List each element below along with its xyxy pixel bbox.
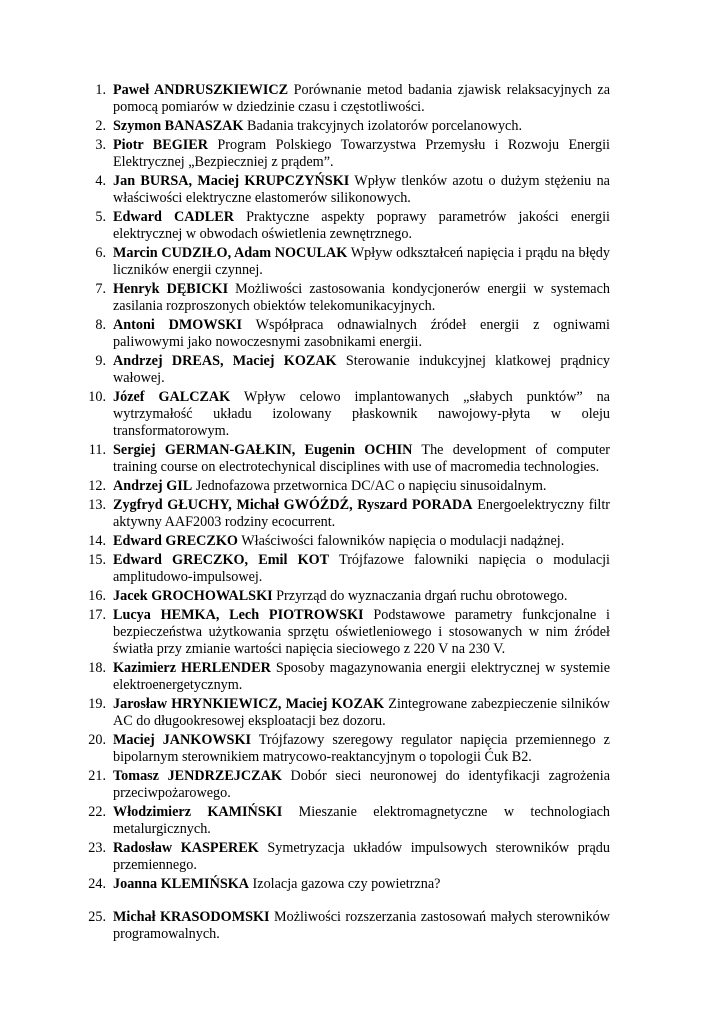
item-title: Dobór sieci neuronowej do identyfikacji zagrożenia przeciwpożarowego. — [113, 768, 610, 801]
item-number: 5. — [95, 209, 106, 225]
list-item — [80, 552, 610, 586]
item-number: 6. — [95, 245, 106, 261]
item-title: Jednofazowa przetwornica DC/AC o napięciu sinusoidalnym. — [192, 478, 547, 494]
list-item — [80, 909, 610, 943]
list-item — [80, 607, 610, 658]
item-number: 20. — [88, 732, 106, 748]
item-authors: Szymon BANASZAK — [113, 118, 244, 134]
item-title: Wpływ tlenków azotu o dużym stężeniu na właściwości elektryczne elastomerów silikonowych. — [113, 173, 610, 206]
list-item — [80, 768, 610, 802]
item-number: 11. — [88, 442, 106, 458]
item-authors: Piotr BEGIER — [113, 137, 209, 153]
item-title: Trójfazowy szeregowy regulator napięcia przemiennego z bipolarnym sterownikiem matrycowo-reaktancyjnym o topologii Ćuk B2. — [113, 732, 610, 765]
item-title: Możliwości zastosowania kondycjonerów energii w systemach zasilania rozproszonych obiektów telekomunikacyjnych. — [113, 281, 610, 314]
list-item — [80, 533, 610, 550]
item-title: Wpływ odkształceń napięcia i prądu na błędy liczników energii czynnej. — [113, 245, 610, 278]
item-number: 17. — [88, 607, 106, 623]
item-title: Przyrząd do wyznaczania drgań ruchu obrotowego. — [272, 588, 568, 604]
item-authors: Michał KRASODOMSKI — [113, 909, 270, 925]
list-item — [80, 732, 610, 766]
item-authors: Sergiej GERMAN-GAŁKIN, Eugenin OCHIN — [113, 442, 413, 458]
item-number: 1. — [95, 82, 106, 98]
item-authors: Kazimierz HERLENDER — [113, 660, 271, 676]
item-number: 14. — [88, 533, 106, 549]
item-number: 12. — [88, 478, 106, 494]
item-title: Współpraca odnawialnych źródeł energii z ogniwami paliwowymi jako nowoczesnymi zasobnikami energii. — [113, 317, 610, 350]
list-item — [80, 209, 610, 243]
item-title: Trójfazowe falowniki napięcia o modulacji amplitudowo-impulsowej. — [113, 552, 610, 585]
item-number: 24. — [88, 876, 106, 892]
item-authors: Edward GRECZKO — [113, 533, 238, 549]
list-item — [80, 281, 610, 315]
list-item — [80, 245, 610, 279]
list-item — [80, 118, 610, 135]
item-authors: Maciej JANKOWSKI — [113, 732, 251, 748]
item-authors: Antoni DMOWSKI — [113, 317, 242, 333]
item-authors: Lucya HEMKA, Lech PIOTROWSKI — [113, 607, 364, 623]
list-item — [80, 317, 610, 351]
item-number: 9. — [95, 353, 106, 369]
item-authors: Jacek GROCHOWALSKI — [113, 588, 273, 604]
item-title: Porównanie metod badania zjawisk relaksacyjnych za pomocą pomiarów w dziedzinie czasu i częstotliwości. — [113, 82, 610, 115]
item-title: Mieszanie elektromagnetyczne w technologiach metalurgicznych. — [113, 804, 611, 837]
item-number: 23. — [88, 840, 106, 856]
item-number: 2. — [95, 118, 106, 134]
item-title: Program Polskiego Towarzystwa Przemysłu i Rozwoju Energii Elektrycznej „Bezpieczniej z prądem”. — [113, 137, 610, 170]
item-number: 18. — [88, 660, 106, 676]
item-number: 4. — [95, 173, 106, 189]
item-authors: Andrzej GIL — [113, 478, 193, 494]
item-authors: Edward GRECZKO, Emil KOT — [113, 552, 330, 568]
item-authors: Henryk DĘBICKI — [113, 281, 229, 297]
list-item — [80, 840, 610, 874]
list-item — [80, 389, 610, 440]
list-item — [80, 478, 610, 495]
item-title: Praktyczne aspekty poprawy parametrów jakości energii elektrycznej w obwodach oświetlenia zewnętrznego. — [113, 209, 610, 242]
item-number: 8. — [95, 317, 106, 333]
item-title: Izolacja gazowa czy powietrzna? — [249, 876, 441, 892]
item-number: 13. — [88, 497, 106, 513]
list-item — [80, 876, 610, 893]
item-number: 10. — [88, 389, 106, 405]
list-item — [80, 82, 610, 116]
item-title: Możliwości rozszerzania zastosowań małych sterowników programowalnych. — [113, 909, 610, 942]
item-number: 25. — [88, 909, 106, 925]
list-item — [80, 353, 610, 387]
item-title: Sposoby magazynowania energii elektrycznej w systemie elektroenergetycznym. — [113, 660, 611, 693]
item-number: 3. — [95, 137, 106, 153]
item-authors: Józef GALCZAK — [113, 389, 231, 405]
item-title: Wpływ celowo implantowanych „słabych punktów” na wytrzymałość układu izolowany płaskownik nawojowy-płyta w oleju transformatorowym. — [113, 389, 610, 439]
list-item — [80, 137, 610, 171]
item-authors: Zygfryd GŁUCHY, Michał GWÓŹDŹ, Ryszard PORADA — [113, 497, 473, 513]
list-item — [80, 497, 610, 531]
item-authors: Marcin CUDZIŁO, Adam NOCULAK — [113, 245, 348, 261]
item-number: 7. — [95, 281, 106, 297]
list-item — [80, 173, 610, 207]
item-number: 19. — [88, 696, 106, 712]
item-title: The development of computer training course on electrotechynical disciplines with use of macromedia technologies. — [113, 442, 610, 475]
list-item — [80, 696, 610, 730]
list-item — [80, 588, 610, 605]
item-authors: Jarosław HRYNKIEWICZ, Maciej KOZAK — [113, 696, 385, 712]
item-title: Energoelektryczny filtr aktywny AAF2003 rodziny ecocurrent. — [113, 497, 610, 530]
item-title: Sterowanie indukcyjnej klatkowej prądnicy wałowej. — [113, 353, 611, 386]
item-authors: Andrzej DREAS, Maciej KOZAK — [113, 353, 337, 369]
paper-list — [80, 82, 610, 945]
item-authors: Tomasz JENDRZEJCZAK — [113, 768, 282, 784]
item-authors: Jan BURSA, Maciej KRUPCZYŃSKI — [113, 173, 350, 189]
item-number: 21. — [88, 768, 106, 784]
item-number: 22. — [88, 804, 106, 820]
item-number: 15. — [88, 552, 106, 568]
item-title: Symetryzacja układów impulsowych sterowników prądu przemiennego. — [113, 840, 610, 873]
item-title: Badania trakcyjnych izolatorów porcelanowych. — [243, 118, 522, 134]
item-authors: Joanna KLEMIŃSKA — [113, 876, 249, 892]
item-authors: Radosław KASPEREK — [113, 840, 259, 856]
list-item — [80, 442, 610, 476]
item-title: Właściwości falowników napięcia o modulacji nadążnej. — [237, 533, 565, 549]
item-authors: Włodzimierz KAMIŃSKI — [113, 804, 283, 820]
item-authors: Paweł ANDRUSZKIEWICZ — [113, 82, 289, 98]
item-title: Zintegrowane zabezpieczenie silników AC do długookresowej eksploatacji bez dozoru. — [113, 696, 610, 729]
item-number: 16. — [88, 588, 106, 604]
item-authors: Edward CADLER — [113, 209, 234, 225]
list-item — [80, 660, 610, 694]
list-item — [80, 804, 610, 838]
item-title: Podstawowe parametry funkcjonalne i bezpieczeństwa użytkowania sprzętu oświetleniowego i stosowanych w nim źródeł światła przy zmianie wartości napięcia sieciowego z 220 V na 230 V. — [113, 607, 610, 657]
